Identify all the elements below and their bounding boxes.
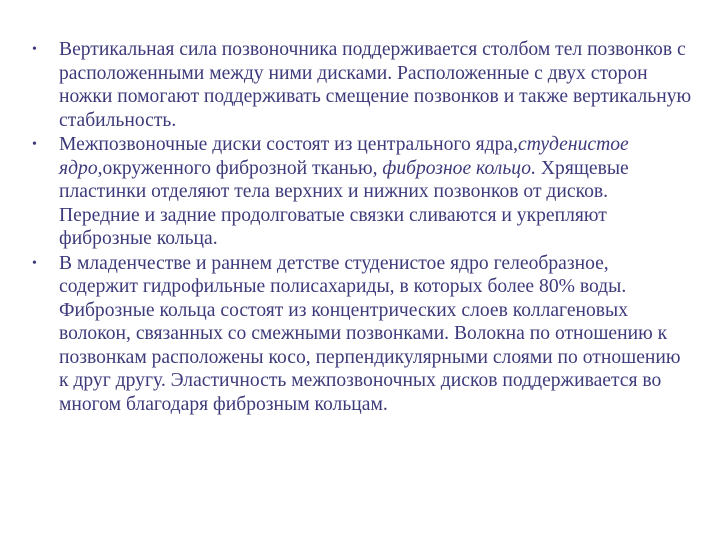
bullet-text: Хрящевые пластинки отделяют тела верхних и нижних позвонков от дисков. Передние и задние продолговатые связки сливаются и укрепляют фиброзные кольца. — [59, 157, 629, 249]
bullet-text: Межпозвоночные диски состоят из центрального ядра, — [59, 134, 519, 155]
bullet-marker: • — [32, 42, 37, 57]
bullet-item-2 — [32, 133, 692, 251]
bullet-marker: • — [32, 137, 37, 152]
bullet-marker: • — [32, 255, 37, 271]
term-nucleus-pulposus: студенистое ядро — [59, 134, 629, 179]
bullet-text: Вертикальная сила позвоночника поддерживается столбом тел позвонков с расположенными между ними дисками. Расположенные с двух сторон ножки помогают поддерживать смещение позвонков и также вертикальную стабильность. — [59, 39, 692, 131]
term-annulus-fibrosus: фиброзное кольцо. — [382, 157, 536, 179]
bullet-text: ,окруженного фиброзной тканью, — [97, 157, 383, 179]
bullet-item-3 — [32, 252, 692, 417]
bullet-text: В младенчестве и раннем детстве студенистое ядро гелеобразное, содержит гидрофильные полисахариды, в которых более 80% воды. Фиброзные кольца состоят из концентрических слоев коллагеновых волокон, связанных со смежными позвонками. Волокна по отношению к позвонкам расположены косо, перпендикулярными слоями по отношению к друг другу. Эластичность межпозвоночных дисков поддерживается во многом благодаря фиброзным кольцам. — [59, 252, 681, 415]
bullet-item-1 — [32, 38, 692, 132]
bullet-list — [32, 38, 692, 417]
